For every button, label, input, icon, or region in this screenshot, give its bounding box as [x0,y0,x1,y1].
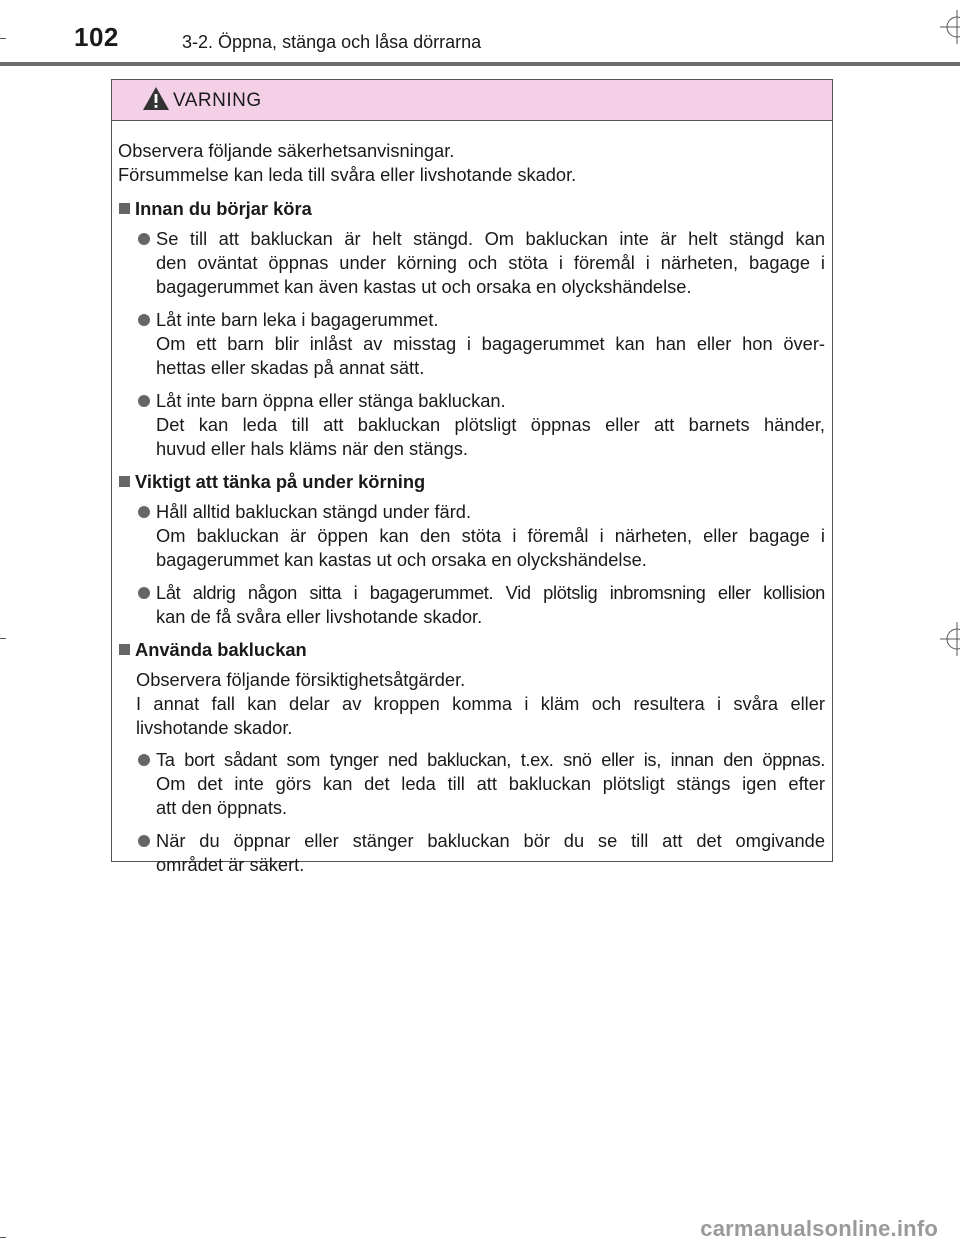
intro-line: Försummelse kan leda till svåra eller livshotande skador. [118,164,577,185]
crop-tick [0,638,6,639]
footer-watermark: carmanualsonline.info [700,1216,938,1241]
warning-triangle-icon [142,86,170,116]
section-heading [118,197,825,221]
section-text-line: Observera följande försiktighetsåtgärder. [136,669,466,690]
list-item-line: Låt inte barn öppna eller stänga bakluckan. [156,390,506,411]
list-item-line: kan de få svåra eller livshotande skador. [156,606,483,627]
list-item [118,308,825,380]
crop-tick [0,1237,6,1238]
page-number: 102 [74,22,119,52]
intro-line: Observera följande säkerhetsanvisningar. [118,140,455,161]
round-bullet-icon [138,395,150,407]
list-item-line: Låt inte barn leka i bagagerummet. [156,309,439,330]
section-heading-text: Använda bakluckan [135,639,307,660]
warning-header [112,80,832,121]
list-item-line: hettas eller skadas på annat sätt. [156,357,425,378]
registration-mark-icon [940,10,960,44]
warning-body [112,121,832,877]
list-item [118,829,825,877]
list-item-line: huvud eller hals kläms när den stängs. [156,438,468,459]
section-heading [118,638,825,662]
warning-label: VARNING [173,90,262,111]
square-bullet-icon [119,476,130,487]
section-text [118,668,825,740]
section-title: 3-2. Öppna, stänga och låsa dörrarna [182,32,482,52]
list-item [118,389,825,461]
warning-intro [118,139,825,187]
list-item-line: Det kan leda till att bakluckan plötsligt öppnas eller att barnets händer, [156,414,825,435]
list-item [118,227,825,299]
list-item-line: bagagerummet kan kastas ut och orsaka en olyckshändelse. [156,549,647,570]
list-item [118,748,825,820]
round-bullet-icon [138,835,150,847]
list-item-line: bagagerummet kan även kastas ut och orsaka en olyckshändelse. [156,276,692,297]
list-item-line: Se till att bakluckan är helt stängd. Om bakluckan inte är helt stängd kan [156,228,825,249]
list-item-line: den oväntat öppnas under körning och stöta i föremål i närheten, bagage i [156,252,825,273]
round-bullet-icon [138,587,150,599]
warning-box [111,79,833,875]
section-heading [118,470,825,494]
list-item-line: Om det inte görs kan det leda till att bakluckan plötsligt stängs igen efter [156,773,825,794]
list-item-line: Om ett barn blir inlåst av misstag i bagagerummet kan han eller hon över- [156,333,825,354]
registration-mark-icon [940,622,960,656]
list-item-line: området är säkert. [156,854,305,875]
list-item-line: Om bakluckan är öppen kan den stöta i föremål i närheten, eller bagage i [156,525,825,546]
square-bullet-icon [119,203,130,214]
round-bullet-icon [138,506,150,518]
section-text-line: livshotande skador. [136,717,293,738]
section-heading-text: Viktigt att tänka på under körning [135,471,426,492]
round-bullet-icon [138,754,150,766]
section-heading-text: Innan du börjar köra [135,198,312,219]
square-bullet-icon [119,644,130,655]
list-item-line: att den öppnats. [156,797,288,818]
round-bullet-icon [138,314,150,326]
header-rule [0,62,960,66]
round-bullet-icon [138,233,150,245]
section-text-line: I annat fall kan delar av kroppen komma i kläm och resultera i svåra eller [136,693,825,714]
list-item [118,500,825,572]
list-item-line: Låt aldrig någon sitta i bagagerummet. Vid plötslig inbromsning eller kollision [156,582,825,603]
list-item-line: Håll alltid bakluckan stängd under färd. [156,501,472,522]
list-item [118,581,825,629]
list-item-line: När du öppnar eller stänger bakluckan bör du se till att det omgivande [156,830,825,851]
list-item-line: Ta bort sådant som tynger ned bakluckan, t.ex. snö eller is, innan den öppnas. [156,749,825,770]
crop-tick [0,38,6,39]
